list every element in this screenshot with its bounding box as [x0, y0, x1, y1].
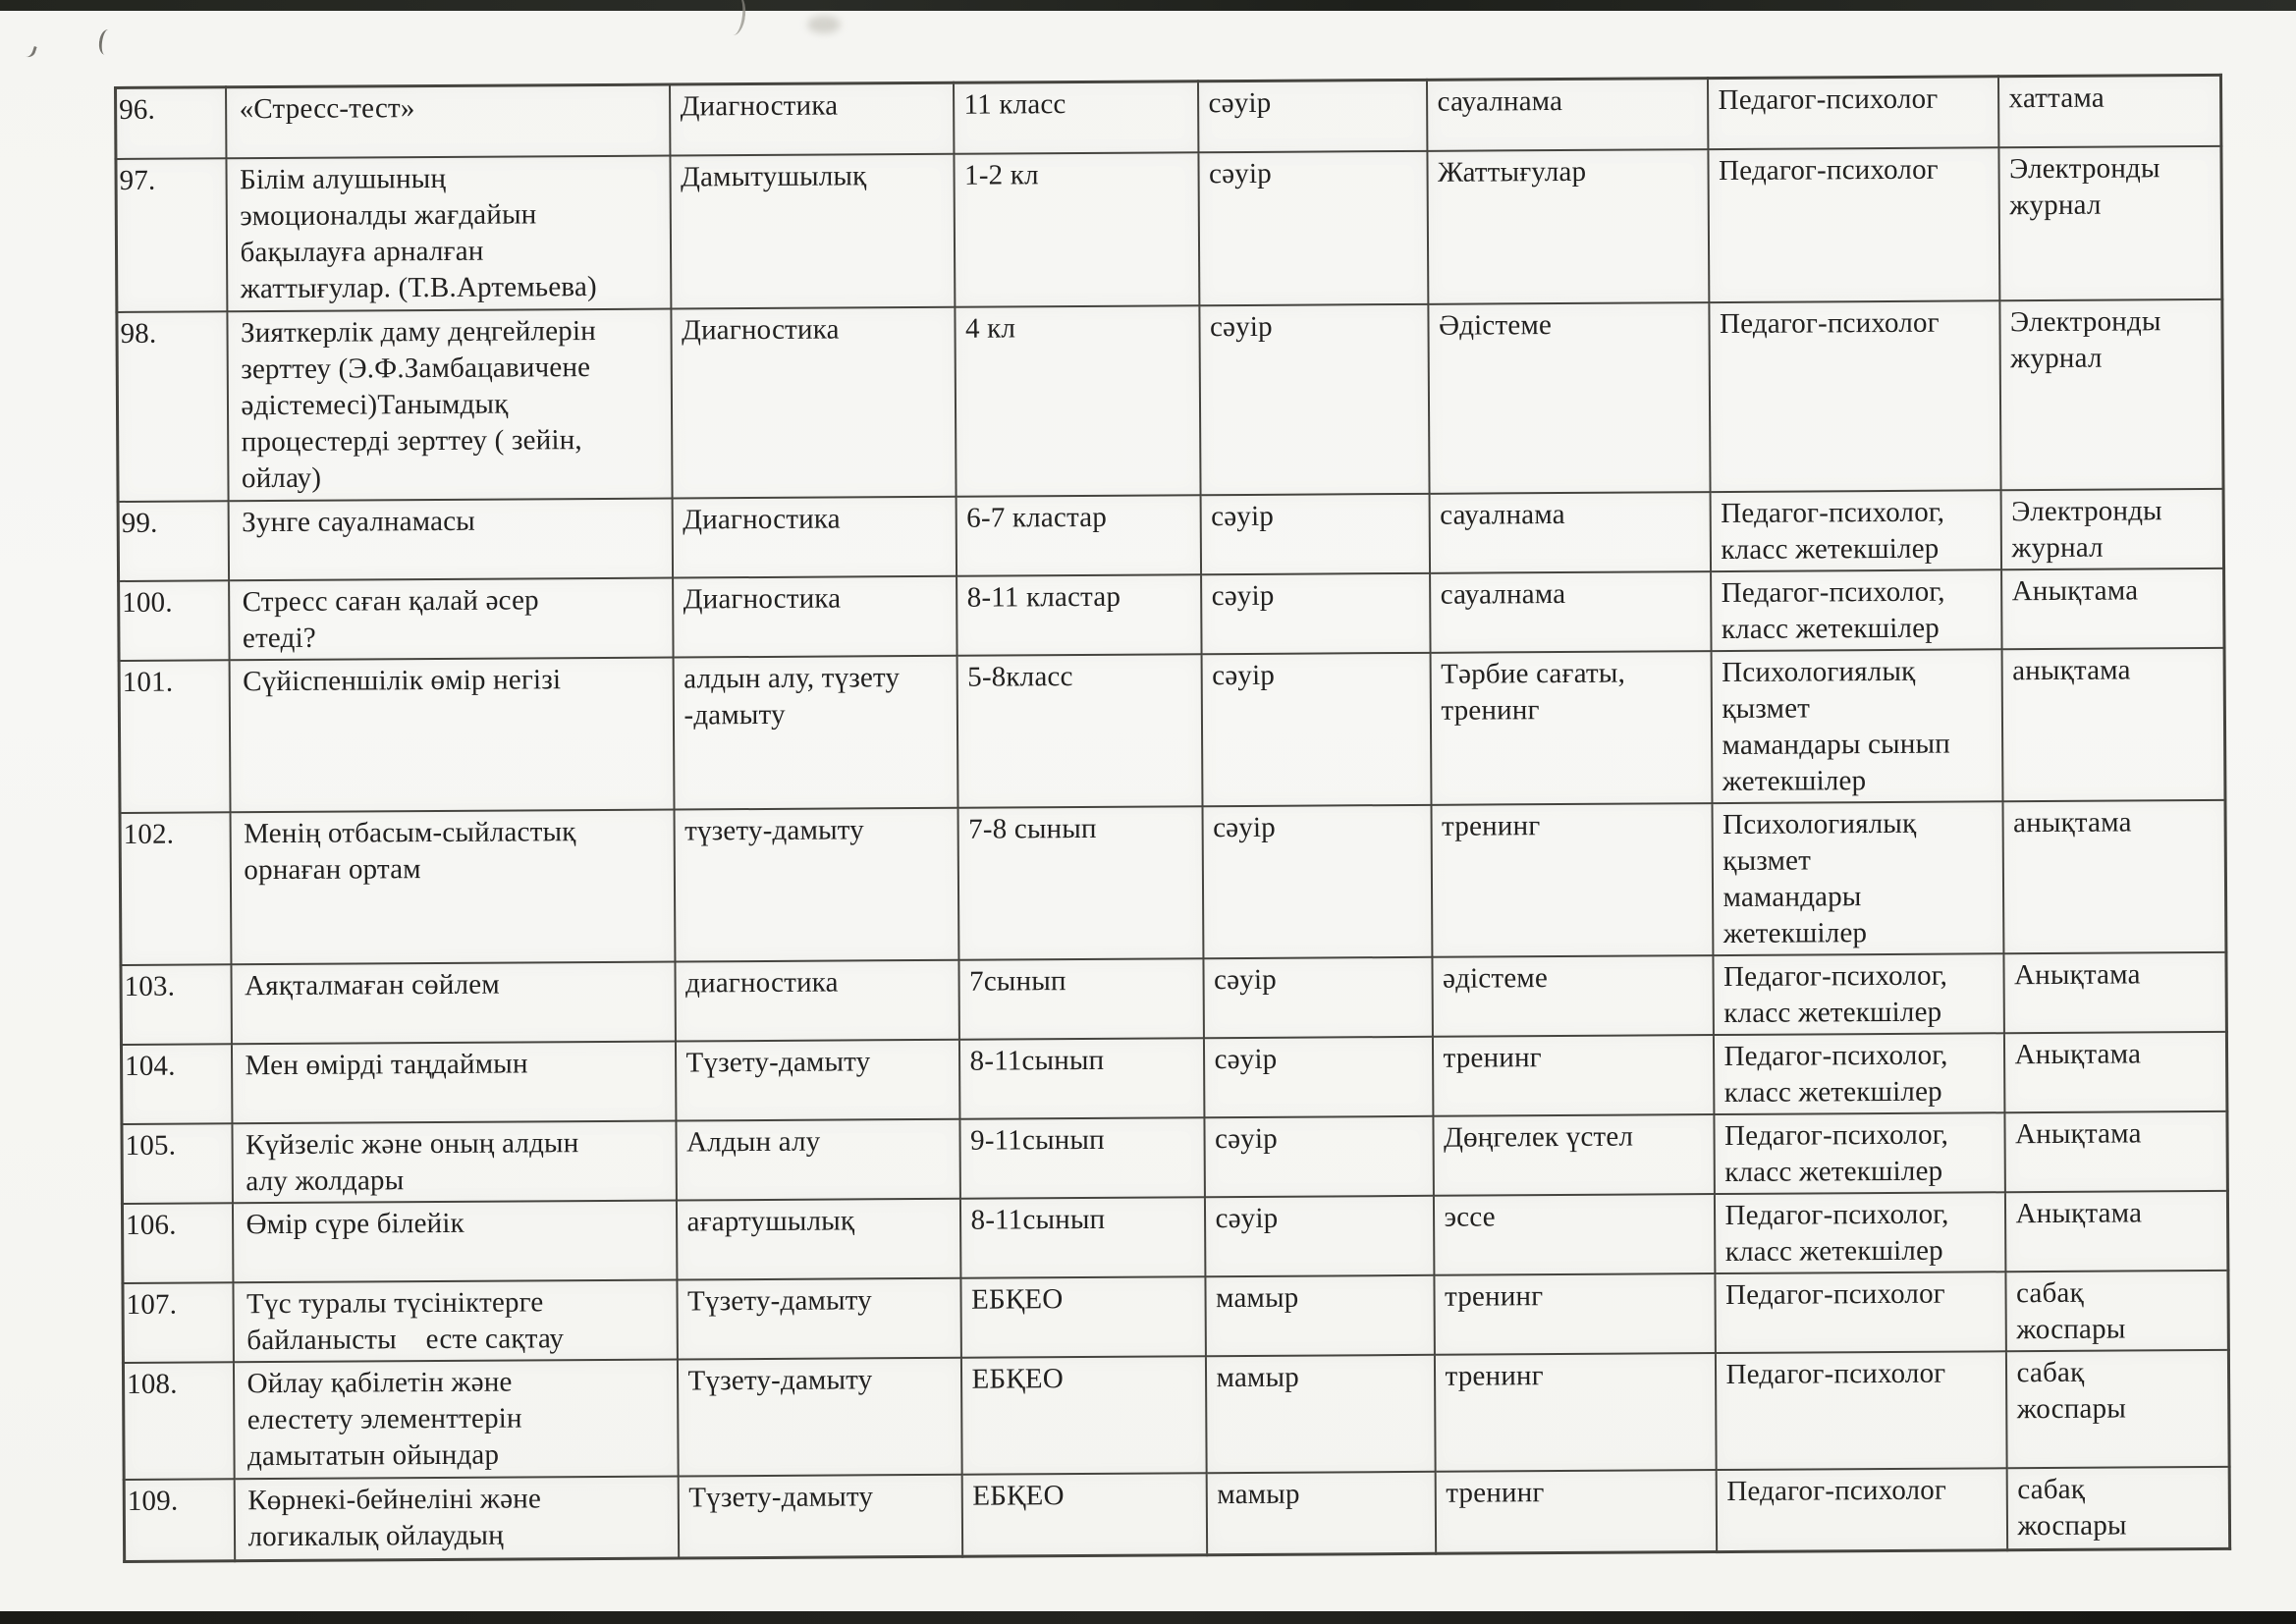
- cell-name: Мен өмірді таңдаймын: [231, 1041, 675, 1123]
- cell-name: Аяқталмаған сөйлем: [231, 961, 675, 1044]
- cell-responsible: Педагог-психолог: [1708, 147, 1999, 302]
- table-row: [123, 1270, 2228, 1362]
- cell-name: Сүйіспеншілік өмір негізі: [229, 657, 674, 812]
- table-row: [118, 488, 2223, 580]
- table-row: [124, 1466, 2229, 1561]
- cell-month: сәуір: [1198, 150, 1428, 304]
- cell-name: Зияткерлік даму деңгейлерін зерттеу (Э.Ф.Замбацавичене әдістемесі)Танымдық процестерді зерттеу ( зейін, ойлау): [227, 308, 672, 501]
- cell-form: тренинг: [1432, 1035, 1713, 1116]
- cell-type: Диагностика: [672, 496, 956, 577]
- cell-output: Анықтама: [2001, 568, 2224, 648]
- cell-number: 108.: [123, 1362, 234, 1480]
- cell-type: Түзету-дамыту: [675, 1039, 958, 1120]
- scan-artifact-bottom-band: [0, 1611, 2296, 1624]
- cell-class: ЕБҚЕО: [961, 1473, 1207, 1557]
- table-row: [121, 1031, 2226, 1123]
- cell-class: 6-7 кластар: [956, 495, 1200, 576]
- cell-type: Түзету-дамыту: [677, 1277, 960, 1359]
- cell-responsible: Педагог-психолог: [1715, 1351, 2006, 1470]
- cell-month: сәуір: [1204, 1115, 1433, 1196]
- cell-type: Дамытушылық: [670, 153, 955, 308]
- cell-month: мамыр: [1205, 1274, 1434, 1355]
- cell-number: 109.: [124, 1479, 235, 1562]
- cell-responsible: Психологиялық қызмет мамандары жетекшілер: [1712, 801, 2003, 955]
- cell-class: 9-11сынып: [959, 1117, 1204, 1199]
- cell-name: Көрнекі-бейнеліні және логикалық ойлаудың: [234, 1476, 679, 1561]
- cell-name: Күйзеліс және оның алдын алу жолдары: [232, 1120, 676, 1203]
- cell-form: сауалнама: [1430, 571, 1711, 653]
- cell-responsible: Психологиялық қызмет мамандары сынып жетекшілер: [1711, 649, 2002, 803]
- cell-responsible: Педагог-психолог, класс жетекшілер: [1710, 490, 2000, 571]
- cell-class: 5-8класс: [957, 654, 1202, 808]
- cell-class: ЕБҚЕО: [960, 1276, 1205, 1358]
- cell-output: сабақ жоспары: [2005, 1270, 2228, 1350]
- cell-output: анықтама: [2001, 647, 2225, 800]
- cell-form: тренинг: [1434, 1353, 1716, 1472]
- psychologist-work-plan-table: [114, 74, 2231, 1563]
- cell-output: хаттама: [1997, 75, 2220, 146]
- cell-type: Алдын алу: [676, 1118, 959, 1200]
- table-row: [122, 1110, 2227, 1203]
- cell-output: Анықтама: [2004, 1190, 2227, 1271]
- table-row: [116, 145, 2222, 311]
- cell-type: түзету-дамыту: [674, 807, 958, 961]
- cell-month: сәуір: [1203, 956, 1432, 1037]
- cell-output: Анықтама: [2003, 1031, 2226, 1111]
- cell-month: мамыр: [1206, 1471, 1436, 1554]
- cell-number: 105.: [122, 1123, 232, 1204]
- cell-output: сабақ жоспары: [2005, 1349, 2229, 1467]
- cell-form: сауалнама: [1426, 79, 1707, 151]
- cell-month: сәуір: [1197, 80, 1426, 151]
- table-row: [122, 1190, 2227, 1282]
- cell-class: 8-11сынып: [959, 1197, 1204, 1278]
- cell-responsible: Педагог-психолог: [1716, 1468, 2007, 1552]
- cell-number: 96.: [116, 87, 226, 159]
- table-row: [117, 298, 2223, 501]
- pen-mark-icon: [97, 28, 115, 56]
- cell-name: «Стресс-тест»: [226, 84, 670, 158]
- cell-name: Ойлау қабілетін және елестету элементтерін дамытатын ойындар: [233, 1359, 678, 1479]
- cell-number: 103.: [121, 964, 231, 1045]
- cell-number: 99.: [118, 501, 228, 581]
- cell-number: 97.: [116, 158, 227, 312]
- cell-form: тренинг: [1431, 803, 1713, 957]
- cell-responsible: Педагог-психолог, класс жетекшілер: [1711, 569, 2001, 651]
- cell-type: Диагностика: [669, 82, 953, 155]
- cell-form: эссе: [1433, 1194, 1714, 1275]
- cell-responsible: Педагог-психолог, класс жетекшілер: [1713, 1033, 2003, 1114]
- scan-smudge-icon: [807, 16, 841, 33]
- cell-month: сәуір: [1203, 1036, 1432, 1116]
- cell-class: 1-2 кл: [954, 152, 1199, 307]
- cell-responsible: Педагог-психолог: [1707, 77, 1997, 149]
- cell-form: Әдістеме: [1428, 302, 1710, 494]
- cell-number: 100.: [119, 580, 229, 661]
- cell-form: Тәрбие сағаты, тренинг: [1430, 651, 1712, 805]
- cell-output: Электронды журнал: [1999, 298, 2223, 489]
- cell-responsible: Педагог-психолог, класс жетекшілер: [1714, 1112, 2004, 1194]
- cell-month: сәуір: [1202, 804, 1432, 957]
- cell-type: диагностика: [675, 959, 958, 1041]
- cell-form: Жаттығулар: [1427, 149, 1709, 304]
- table-row: [116, 75, 2221, 158]
- cell-number: 104.: [121, 1044, 231, 1124]
- cell-responsible: Педагог-психолог: [1709, 300, 2000, 492]
- scan-artifact-top-band: [0, 0, 2296, 11]
- cell-output: Электронды журнал: [2000, 488, 2223, 568]
- cell-month: сәуір: [1201, 652, 1431, 805]
- cell-output: анықтама: [2002, 799, 2226, 952]
- pen-mark-icon: [24, 44, 37, 59]
- table-row: [123, 1349, 2229, 1479]
- plan-table-body: [116, 75, 2230, 1561]
- cell-type: алдын алу, түзету -дамыту: [673, 655, 957, 809]
- cell-number: 106.: [122, 1203, 232, 1283]
- table-row: [119, 568, 2224, 660]
- cell-class: ЕБҚЕО: [960, 1356, 1206, 1475]
- cell-name: Өмір сүре білейік: [232, 1200, 676, 1282]
- cell-name: Түс туралы түсініктерге байланысты есте сақтау: [233, 1279, 677, 1362]
- cell-output: Анықтама: [2003, 951, 2226, 1032]
- cell-form: Дөңгелек үстел: [1433, 1114, 1714, 1196]
- cell-number: 107.: [123, 1282, 233, 1363]
- cell-name: Білім алушының эмоционалды жағдайын бақылауға арналған жаттығулар. (Т.В.Артемьева): [226, 155, 671, 311]
- cell-form: әдістеме: [1432, 955, 1713, 1037]
- cell-name: Стресс саған қалай әсер етеді?: [229, 577, 673, 660]
- cell-number: 98.: [117, 311, 228, 502]
- cell-month: сәуір: [1201, 572, 1430, 653]
- cell-class: 4 кл: [955, 305, 1200, 497]
- cell-form: сауалнама: [1429, 492, 1710, 573]
- cell-responsible: Педагог-психолог, класс жетекшілер: [1714, 1192, 2004, 1273]
- cell-month: мамыр: [1205, 1354, 1435, 1472]
- cell-form: тренинг: [1435, 1470, 1717, 1554]
- cell-class: 7-8 сынып: [957, 806, 1203, 960]
- cell-month: сәуір: [1199, 303, 1429, 494]
- cell-responsible: Педагог-психолог: [1715, 1272, 2005, 1353]
- cell-class: 8-11 кластар: [957, 574, 1201, 656]
- cell-number: 102.: [120, 812, 231, 965]
- cell-class: 11 класс: [953, 81, 1197, 154]
- cell-output: Анықтама: [2004, 1110, 2227, 1191]
- cell-type: ағартушылық: [676, 1198, 959, 1279]
- cell-month: сәуір: [1204, 1195, 1433, 1275]
- cell-responsible: Педагог-психолог, класс жетекшілер: [1713, 953, 2003, 1035]
- table-row: [121, 951, 2226, 1044]
- cell-type: Түзету-дамыту: [678, 1474, 962, 1558]
- cell-type: Диагностика: [671, 306, 956, 498]
- cell-name: Зунге сауалнамасы: [228, 498, 672, 580]
- table-row: [119, 647, 2225, 812]
- table-row: [120, 799, 2226, 964]
- cell-class: 8-11сынып: [958, 1038, 1203, 1119]
- cell-type: Түзету-дамыту: [677, 1357, 961, 1476]
- cell-form: тренинг: [1434, 1273, 1715, 1355]
- cell-output: сабақ жоспары: [2006, 1466, 2230, 1549]
- cell-output: Электронды журнал: [1998, 145, 2222, 299]
- cell-name: Менің отбасым-сыйластық орнаған ортам: [230, 809, 675, 964]
- cell-number: 101.: [119, 660, 230, 813]
- cell-type: Диагностика: [673, 575, 957, 657]
- cell-class: 7сынып: [958, 958, 1203, 1040]
- cell-month: сәуір: [1200, 493, 1429, 573]
